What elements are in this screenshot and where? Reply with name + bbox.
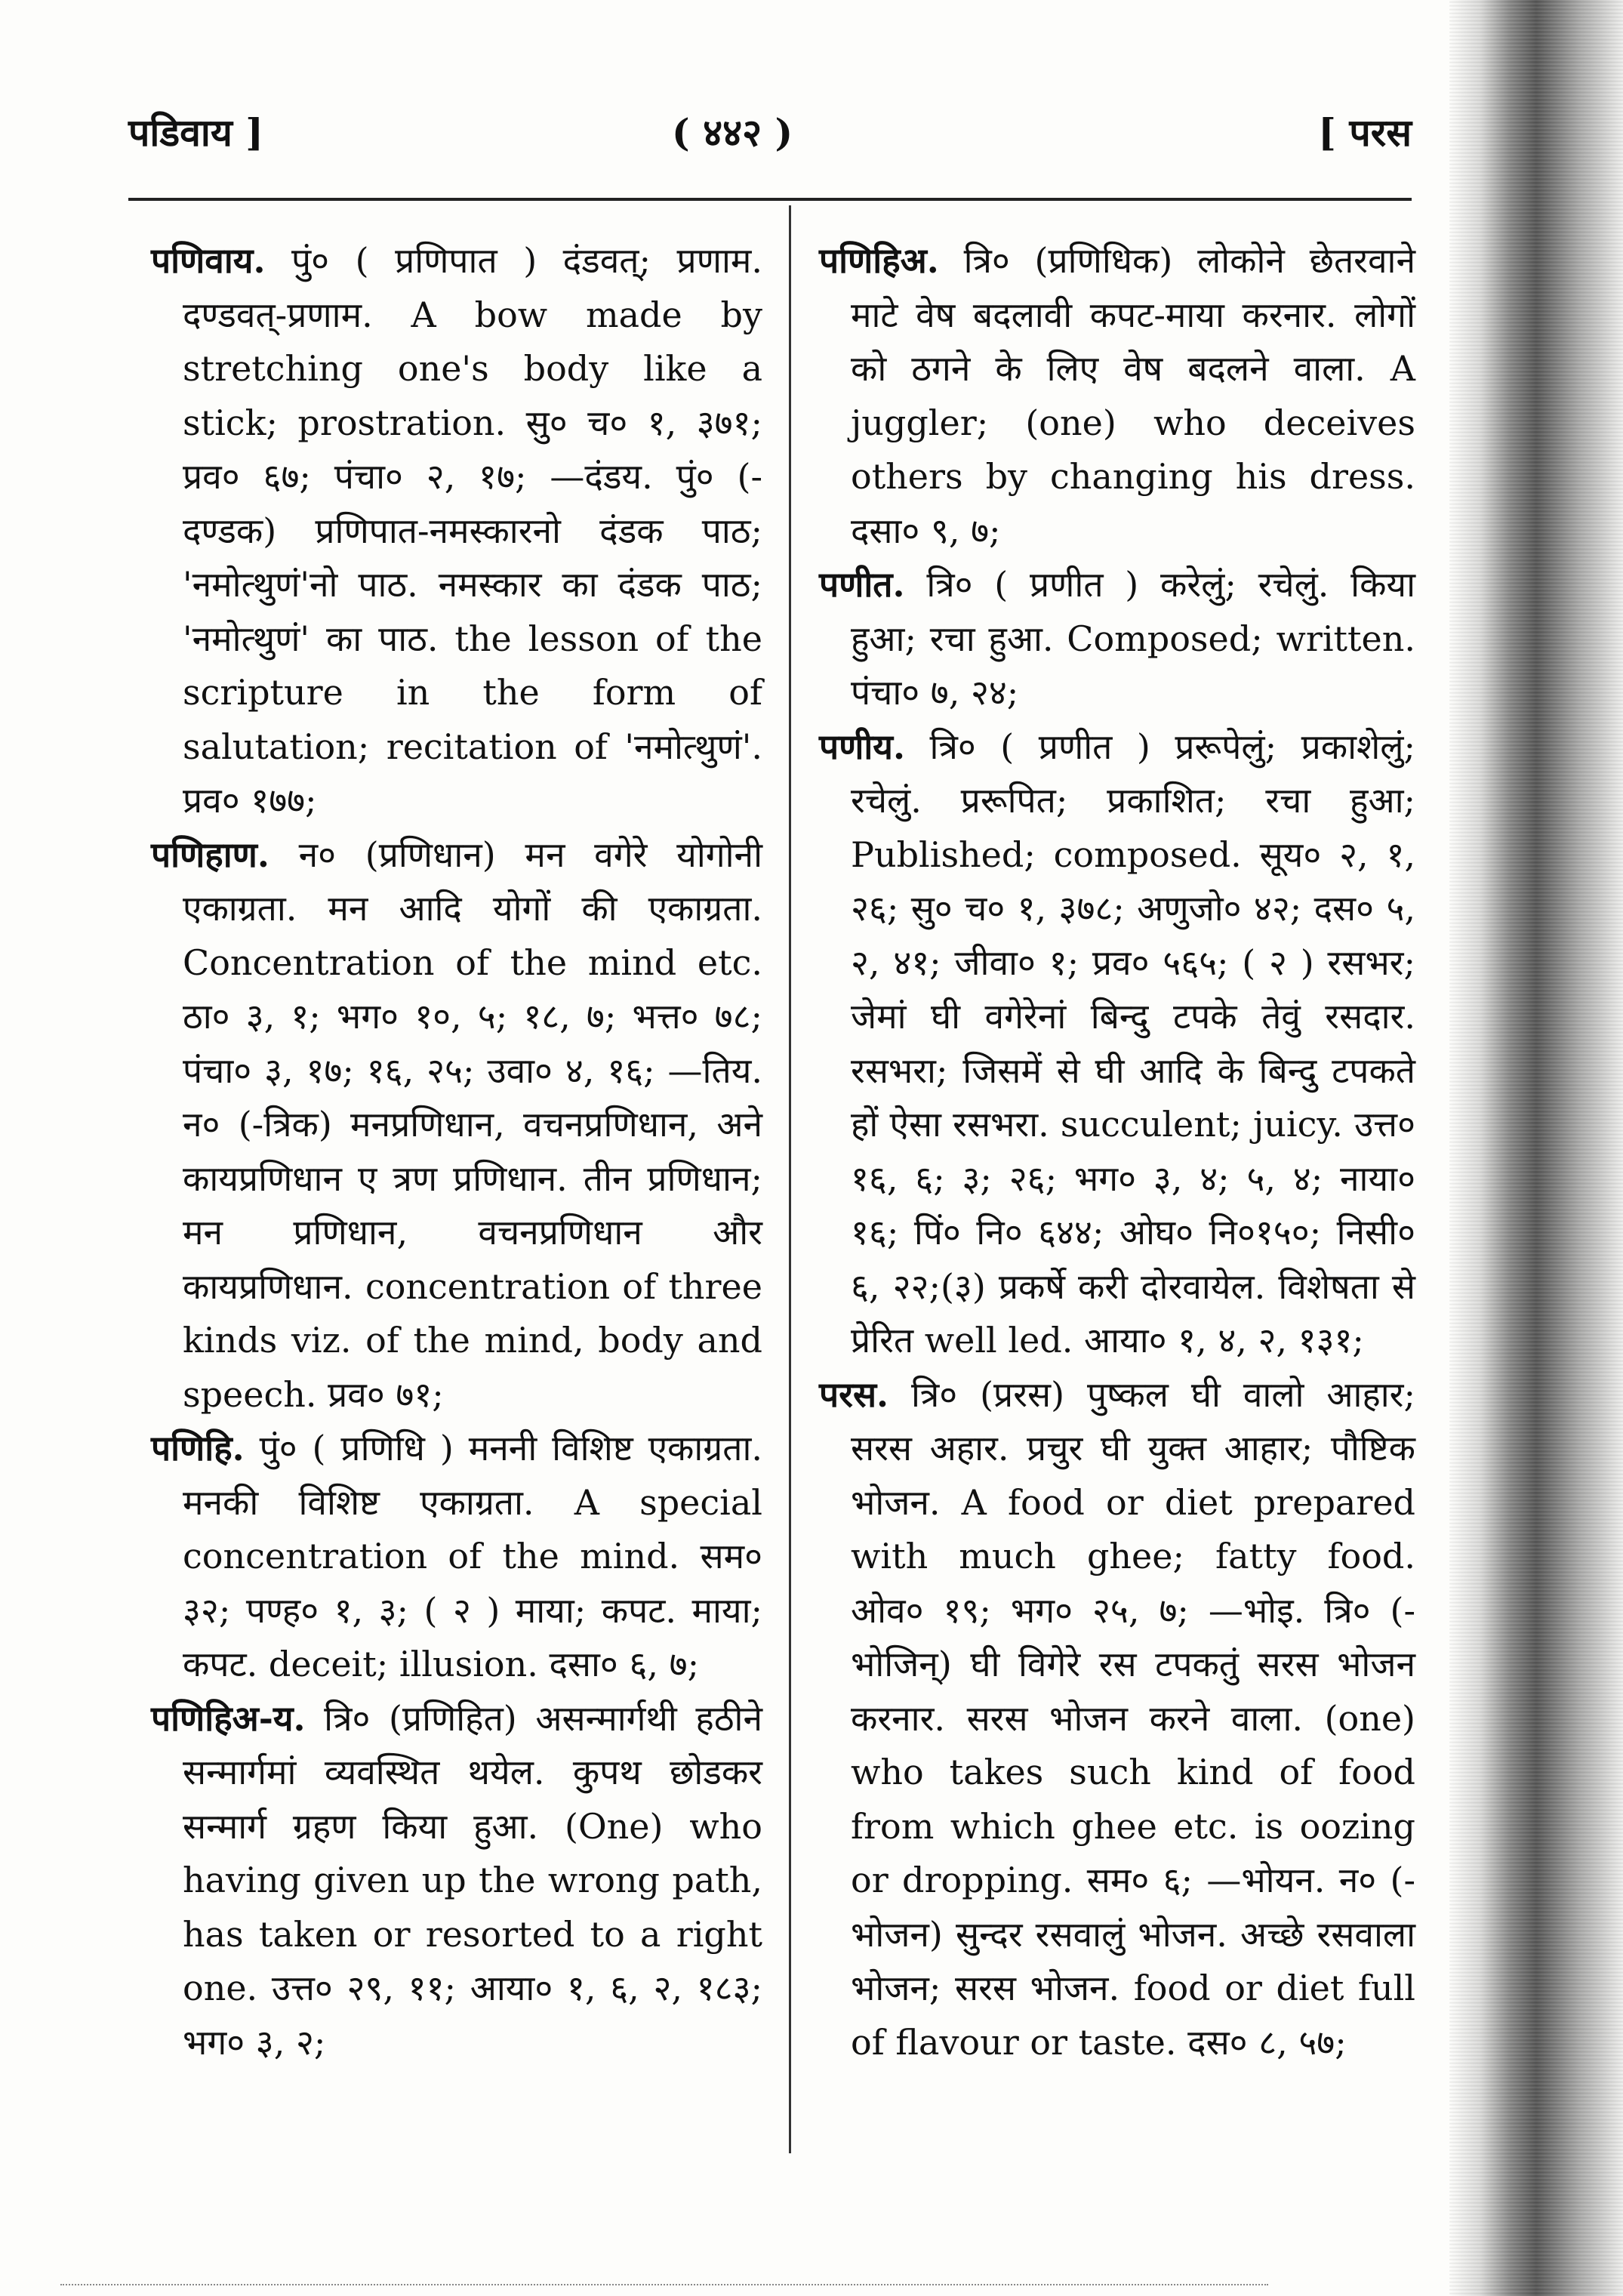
dictionary-entry (819, 234, 1415, 558)
entry-body: न० (प्रणिधान) मन वगेरे योगोनी एकाग्रता. मन आदि योगों की एकाग्रता. Concentration of the mind etc. ठा० ३, १; भग० १०, ५; १८, ७; भत्त० ७८; पंचा० ३, १७; १६, २५; उवा० ४, १६; —तिय. न० (-त्रिक) मनप्रणिधान, वचनप्रणिधान, अने कायप्रणिधान ए त्रण प्रणिधान. तीन प्रणिधान; मन प्रणिधान, वचनप्रणिधान और कायप्रणिधान. concentration of three kinds viz. of the mind, body and speech. प्रव० ७१; (183, 834, 762, 1415)
entry-headword: पणीय. (819, 726, 905, 767)
header-rule (128, 198, 1412, 201)
header-right-guideword: [ परस (1318, 110, 1412, 155)
entry-headword: परस. (819, 1373, 889, 1415)
entry-body: त्रि० ( प्रणीत ) प्ररूपेलुं; प्रकाशेलुं; रचेलुं. प्ररूपित; प्रकाशित; रचा हुआ; Published; composed. सूय० २, १, २६; सु० च० १, ३७८; अणुजो० ४२; दस० ५, २, ४१; जीवा० १; प्रव० ५६५; ( २ ) रसभर; जेमां घी वगेरेनां बिन्दु टपके तेवुं रसदार. रसभरा; जिसमें से घी आदि के बिन्दु टपकते हों ऐसा रसभरा. succulent; juicy. उत्त० १६, ६; ३; २६; भग० ३, ४; ५, ४; नाया० १६; पिं० नि० ६४४; ओघ० नि०१५०; निसी० ६, २२;(३) प्रकर्षे करी दोरवायेल. विशेषता से प्रेरित well led. आया० १, ४, २, १३१; (851, 726, 1415, 1361)
dictionary-entry (819, 558, 1415, 720)
entry-body: पुं० ( प्रणिधि ) मननी विशिष्ट एकाग्रता. मनकी विशिष्ट एकाग्रता. A special concentration of the mind. सम० ३२; पण्ह० १, ३; ( २ ) माया; कपट. माया; कपट. deceit; illusion. दसा० ६, ७; (183, 1428, 762, 1684)
entry-body: पुं० ( प्रणिपात ) दंडवत्; प्रणाम. दण्डवत्-प्रणाम. A bow made by stretching one's body like a stick; prostration. सु० च० १, ३७१; प्रव० ६७; पंचा० २, १७; —दंडय. पुं० (-दण्डक) प्रणिपात-नमस्कारनो दंडक पाठ; 'नमोत्थुणं'नो पाठ. नमस्कार का दंडक पाठ; 'नमोत्थुणं' का पाठ. the lesson of the scripture in the form of salutation; recitation of 'नमोत्थुणं'. प्रव० १७७; (183, 240, 763, 821)
entry-headword: पणिवाय. (151, 240, 266, 281)
entry-headword: पणिहिअ-य. (151, 1697, 306, 1739)
header-left-guideword: पडिवाय ] (128, 110, 263, 155)
page-bottom-edge (60, 2284, 1268, 2287)
page-number: ( ४४२ ) (672, 110, 793, 155)
entry-body: त्रि० (प्ररस) पुष्कल घी वालो आहार; सरस अहार. प्रचुर घी युक्त आहार; पौष्टिक भोजन. A food or diet prepared with much ghee; fatty food. ओव० १९; भग० २५, ७; —भोइ. त्रि० (-भोजिन्) घी विगेरे रस टपकतुं सरस भोजन करनार. सरस भोजन करने वाला. (one) who takes such kind of food from which ghee etc. is oozing or dropping. सम० ६; —भोयन. न० (-भोजन) सुन्दर रसवालुं भोजन. अच्छे रसवाला भोजन; सरस भोजन. food or diet full of flavour or taste. दस० ८, ५७; (851, 1373, 1415, 2063)
left-column (151, 234, 762, 2069)
dictionary-entry (151, 1692, 762, 2070)
column-divider (789, 205, 791, 2153)
dictionary-entry (151, 234, 762, 828)
entry-headword: पणिहाण. (151, 834, 269, 875)
entry-body: त्रि० (प्रणिहित) असन्मार्गथी हठीने सन्मार्गमां व्यवस्थित थयेल. कुपथ छोडकर सन्मार्ग ग्रहण किया हुआ. (One) who having given up the wrong path, has taken or resorted to a right one. उत्त० २९, ११; आया० १, ६, २, १८३; भग० ३, २; (183, 1697, 762, 2063)
dictionary-entry (151, 828, 762, 1422)
page-header (128, 106, 1412, 166)
entry-headword: पणिहिअ. (819, 240, 939, 281)
dictionary-entry (151, 1422, 762, 1692)
entry-body: त्रि० (प्रणिधिक) लोकोने छेतरवाने माटे वेष बदलावी कपट-माया करनार. लोगों को ठगने के लिए वेष बदलने वाला. A juggler; (one) who deceives others by changing his dress. दसा० ९, ७; (851, 240, 1416, 551)
dictionary-entry (819, 720, 1415, 1368)
entry-body: त्रि० ( प्रणीत ) करेलुं; रचेलुं. किया हुआ; रचा हुआ. Composed; written. पंचा० ७, २४; (851, 564, 1416, 713)
dictionary-entry (819, 1368, 1415, 2070)
right-column (819, 234, 1415, 2069)
entry-headword: पणिहि. (151, 1428, 245, 1469)
book-binding-shadow (1449, 0, 1623, 2296)
entry-headword: पणीत. (819, 564, 905, 605)
